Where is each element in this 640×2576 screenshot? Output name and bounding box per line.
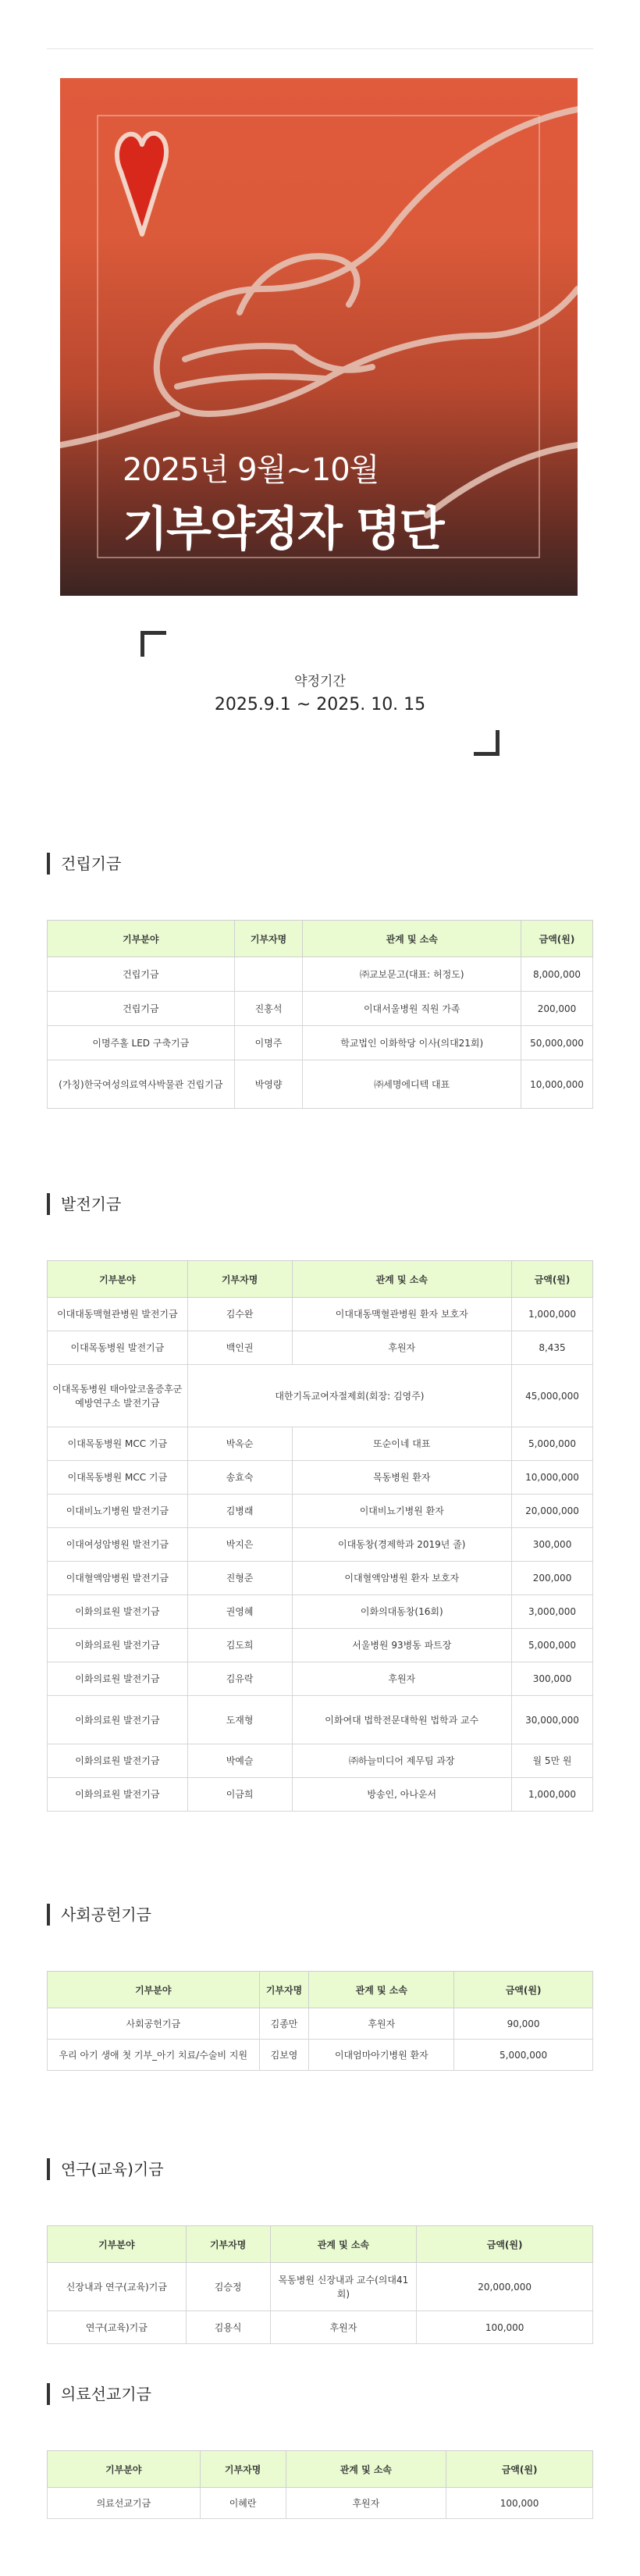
cell-donor: 도재형 xyxy=(187,1696,292,1744)
cell-donor: 김종만 xyxy=(259,2008,309,2040)
cell-amount: 10,000,000 xyxy=(521,1060,593,1109)
cell-donor xyxy=(234,957,303,992)
column-header-donor: 기부자명 xyxy=(186,2226,270,2263)
cell-relation: 후원자 xyxy=(270,2311,417,2344)
section-title-research: 연구(교육)기금 xyxy=(47,2158,164,2180)
cell-amount: 5,000,000 xyxy=(512,1629,593,1662)
pledge-period-box xyxy=(140,631,500,756)
table-row xyxy=(48,1298,593,1331)
table-header-row xyxy=(48,921,593,957)
cell-field: 이대목동병원 MCC 기금 xyxy=(48,1427,188,1461)
cell-relation: 이대비뇨기병원 환자 xyxy=(292,1495,512,1528)
cell-donor: 이명주 xyxy=(234,1026,303,1060)
table-research xyxy=(47,2225,593,2344)
table-development xyxy=(47,1260,593,1812)
cell-field: 이화의료원 발전기금 xyxy=(48,1595,188,1629)
table-row xyxy=(48,1744,593,1778)
section-title-mission: 의료선교기금 xyxy=(47,2383,151,2405)
cell-amount: 300,000 xyxy=(512,1528,593,1562)
cell-donor: 박지은 xyxy=(187,1528,292,1562)
cell-donor: 박예슬 xyxy=(187,1744,292,1778)
cell-donor: 김수완 xyxy=(187,1298,292,1331)
cell-amount: 90,000 xyxy=(454,2008,593,2040)
column-header-relation: 관계 및 소속 xyxy=(286,2451,446,2488)
cell-field: 이화의료원 발전기금 xyxy=(48,1662,188,1696)
table-mission xyxy=(47,2450,593,2519)
column-header-amount: 금액(원) xyxy=(454,1972,593,2008)
table-header-row xyxy=(48,1261,593,1298)
cell-donor: 김도희 xyxy=(187,1629,292,1662)
cell-amount: 8,435 xyxy=(512,1331,593,1365)
cell-donor: 이혜란 xyxy=(200,2488,286,2519)
column-header-relation: 관계 및 소속 xyxy=(303,921,521,957)
cell-relation: 목동병원 환자 xyxy=(292,1461,512,1495)
top-divider xyxy=(47,48,593,49)
cell-field: 연구(교육)기금 xyxy=(48,2311,187,2344)
cell-donor: 송효숙 xyxy=(187,1461,292,1495)
cell-field: 이대대동맥혈관병원 발전기금 xyxy=(48,1298,188,1331)
column-header-donor: 기부자명 xyxy=(259,1972,309,2008)
cell-amount: 100,000 xyxy=(417,2311,593,2344)
table-row xyxy=(48,2040,593,2071)
section-title-social: 사회공헌기금 xyxy=(47,1904,151,1926)
column-header-relation: 관계 및 소속 xyxy=(270,2226,417,2263)
table-row xyxy=(48,1696,593,1744)
table-row xyxy=(48,2488,593,2519)
cell-field: 이대목동병원 발전기금 xyxy=(48,1331,188,1365)
column-header-relation: 관계 및 소속 xyxy=(309,1972,454,2008)
table-row xyxy=(48,1495,593,1528)
cell-relation: 후원자 xyxy=(292,1662,512,1696)
cell-relation: 후원자 xyxy=(309,2008,454,2040)
cell-field: 이대목동병원 태아알코올증후군 예방연구소 발전기금 xyxy=(48,1365,188,1427)
cell-donor: 김용식 xyxy=(186,2311,270,2344)
section-title-development: 발전기금 xyxy=(47,1193,121,1215)
table-row xyxy=(48,1562,593,1595)
column-header-field: 기부분야 xyxy=(48,1972,260,2008)
column-header-amount: 금액(원) xyxy=(521,921,593,957)
cell-field: 이대목동병원 MCC 기금 xyxy=(48,1461,188,1495)
cell-relation: ㈜교보문고(대표: 허정도) xyxy=(303,957,521,992)
cell-field: 이대비뇨기병원 발전기금 xyxy=(48,1495,188,1528)
corner-bracket-bottom-right xyxy=(474,730,500,756)
cell-relation: 이대엄마아기병원 환자 xyxy=(309,2040,454,2071)
cell-amount: 8,000,000 xyxy=(521,957,593,992)
cell-donor: 권영혜 xyxy=(187,1595,292,1629)
hero-subtitle: 2025년 9월~10월 xyxy=(123,452,379,488)
cell-donor: 박영량 xyxy=(234,1060,303,1109)
column-header-amount: 금액(원) xyxy=(512,1261,593,1298)
table-row xyxy=(48,1427,593,1461)
column-header-field: 기부분야 xyxy=(48,1261,188,1298)
table-row xyxy=(48,2008,593,2040)
cell-relation: ㈜세명에디텍 대표 xyxy=(303,1060,521,1109)
cell-field: 우리 아기 생애 첫 기부_아기 치료/수술비 지원 xyxy=(48,2040,260,2071)
cell-relation: 이화의대동창(16회) xyxy=(292,1595,512,1629)
cell-amount: 월 5만 원 xyxy=(512,1744,593,1778)
cell-donor: 박옥순 xyxy=(187,1427,292,1461)
cell-donor: 진홍석 xyxy=(234,992,303,1026)
cell-field: 이화의료원 발전기금 xyxy=(48,1778,188,1812)
cell-relation: 대한기독교여자절제회(회장: 김영주) xyxy=(187,1365,511,1427)
table-row xyxy=(48,2263,593,2311)
cell-amount: 10,000,000 xyxy=(512,1461,593,1495)
cell-relation: 후원자 xyxy=(286,2488,446,2519)
table-header-row xyxy=(48,1972,593,2008)
column-header-field: 기부분야 xyxy=(48,921,235,957)
cell-amount: 1,000,000 xyxy=(512,1298,593,1331)
cell-donor: 진형준 xyxy=(187,1562,292,1595)
cell-relation: 후원자 xyxy=(292,1331,512,1365)
cell-amount: 200,000 xyxy=(521,992,593,1026)
table-row xyxy=(48,1365,593,1427)
cell-field: 이화의료원 발전기금 xyxy=(48,1696,188,1744)
cell-donor: 김유락 xyxy=(187,1662,292,1696)
table-header-row xyxy=(48,2226,593,2263)
column-header-donor: 기부자명 xyxy=(187,1261,292,1298)
table-row xyxy=(48,1528,593,1562)
cell-donor: 백인권 xyxy=(187,1331,292,1365)
cell-field: 의료선교기금 xyxy=(48,2488,201,2519)
column-header-amount: 금액(원) xyxy=(446,2451,593,2488)
table-social xyxy=(47,1971,593,2071)
cell-amount: 3,000,000 xyxy=(512,1595,593,1629)
cell-relation: 이화여대 법학전문대학원 법학과 교수 xyxy=(292,1696,512,1744)
table-row xyxy=(48,1662,593,1696)
cell-amount: 20,000,000 xyxy=(512,1495,593,1528)
cell-relation: ㈜하늘미디어 제무팀 과장 xyxy=(292,1744,512,1778)
table-row xyxy=(48,957,593,992)
cell-donor: 김보영 xyxy=(259,2040,309,2071)
cell-field: 이화의료원 발전기금 xyxy=(48,1744,188,1778)
cell-amount: 300,000 xyxy=(512,1662,593,1696)
table-row xyxy=(48,1595,593,1629)
pledge-period-value: 2025.9.1 ~ 2025. 10. 15 xyxy=(214,695,426,714)
cell-donor: 김병래 xyxy=(187,1495,292,1528)
cell-relation: 서울병원 93병동 파트장 xyxy=(292,1629,512,1662)
cell-amount: 1,000,000 xyxy=(512,1778,593,1812)
cell-amount: 50,000,000 xyxy=(521,1026,593,1060)
cell-field: 신장내과 연구(교육)기금 xyxy=(48,2263,187,2311)
cell-amount: 5,000,000 xyxy=(512,1427,593,1461)
cell-relation: 또순이네 대표 xyxy=(292,1427,512,1461)
table-header-row xyxy=(48,2451,593,2488)
cell-amount: 100,000 xyxy=(446,2488,593,2519)
corner-bracket-top-left xyxy=(140,631,166,657)
cell-amount: 45,000,000 xyxy=(512,1365,593,1427)
pledge-period-label: 약정기간 xyxy=(294,674,346,689)
cell-relation: 방송인, 아나운서 xyxy=(292,1778,512,1812)
cell-relation: 이대서울병원 직원 가족 xyxy=(303,992,521,1026)
cell-field: 이대혈액암병원 발전기금 xyxy=(48,1562,188,1595)
cell-amount: 20,000,000 xyxy=(417,2263,593,2311)
column-header-amount: 금액(원) xyxy=(417,2226,593,2263)
cell-field: 건립기금 xyxy=(48,957,235,992)
cell-relation: 이대동창(경제학과 2019년 졸) xyxy=(292,1528,512,1562)
table-row xyxy=(48,1778,593,1812)
cell-donor: 이금희 xyxy=(187,1778,292,1812)
cell-field: 이명주홀 LED 구축기금 xyxy=(48,1026,235,1060)
cell-relation: 목동병원 신장내과 교수(의대41회) xyxy=(270,2263,417,2311)
cell-relation: 이대대동맥혈관병원 환자 보호자 xyxy=(292,1298,512,1331)
hero-title: 기부약정자 명단 xyxy=(123,502,443,557)
table-row xyxy=(48,2311,593,2344)
cell-relation: 이대혈액암병원 환자 보호자 xyxy=(292,1562,512,1595)
table-row xyxy=(48,992,593,1026)
table-construction xyxy=(47,920,593,1109)
cell-amount: 200,000 xyxy=(512,1562,593,1595)
table-row xyxy=(48,1060,593,1109)
table-row xyxy=(48,1331,593,1365)
cell-amount: 5,000,000 xyxy=(454,2040,593,2071)
column-header-field: 기부분야 xyxy=(48,2226,187,2263)
column-header-donor: 기부자명 xyxy=(234,921,303,957)
column-header-donor: 기부자명 xyxy=(200,2451,286,2488)
table-row xyxy=(48,1461,593,1495)
section-title-construction: 건립기금 xyxy=(47,853,121,875)
cell-field: (가칭)한국여성의료역사박물관 건립기금 xyxy=(48,1060,235,1109)
table-row xyxy=(48,1629,593,1662)
cell-relation: 학교법인 이화학당 이사(의대21회) xyxy=(303,1026,521,1060)
cell-field: 이화의료원 발전기금 xyxy=(48,1629,188,1662)
cell-field: 건립기금 xyxy=(48,992,235,1026)
cell-field: 이대여성암병원 발전기금 xyxy=(48,1528,188,1562)
hero-banner xyxy=(60,78,578,596)
column-header-relation: 관계 및 소속 xyxy=(292,1261,512,1298)
cell-donor: 김승정 xyxy=(186,2263,270,2311)
column-header-field: 기부분야 xyxy=(48,2451,201,2488)
table-row xyxy=(48,1026,593,1060)
cell-field: 사회공헌기금 xyxy=(48,2008,260,2040)
cell-amount: 30,000,000 xyxy=(512,1696,593,1744)
